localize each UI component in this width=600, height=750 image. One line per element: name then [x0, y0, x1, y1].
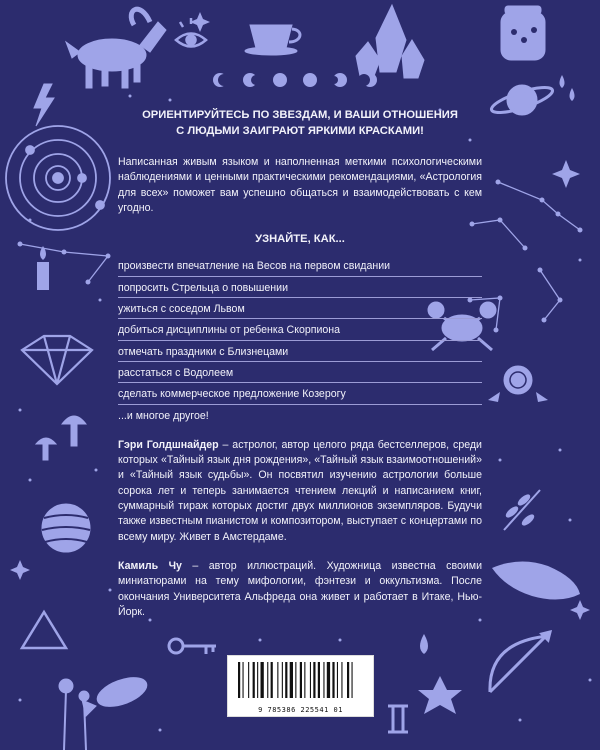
barcode-bar: [290, 662, 293, 698]
barcode-bar: [318, 662, 320, 698]
barcode-bar: [323, 662, 324, 698]
barcode-suffix: 01: [333, 706, 343, 714]
barcode-bar: [295, 662, 296, 698]
barcode-bar: [248, 662, 249, 698]
jar-icon: [501, 6, 545, 60]
barcode-bar: [271, 662, 273, 698]
star-burst-icon: [418, 676, 462, 714]
barcode-bar: [352, 662, 353, 698]
key-icon: [169, 639, 216, 654]
barcode-bar: [267, 662, 268, 698]
barcode-bar: [310, 662, 311, 698]
barcode-bar: [337, 662, 338, 698]
list-item: попросить Стрельца о повышении: [118, 279, 482, 298]
list-item: отмечать праздники с Близнецами: [118, 343, 482, 362]
rose-icon: [488, 366, 548, 402]
barcode-bar: [238, 662, 240, 698]
lightning-icon: [34, 84, 54, 126]
barcode-bar: [332, 662, 334, 698]
drops-icon: [560, 75, 575, 101]
barcode-bar: [253, 662, 255, 698]
barcode-bars: [228, 656, 373, 704]
headline-line-2: С ЛЮДЬМИ ЗАИГРАЮТ ЯРКИМИ КРАСКАМИ!: [176, 125, 424, 137]
gemini-icon: [388, 706, 408, 732]
barcode-digits: [228, 706, 373, 714]
list-item: расстаться с Водолеем: [118, 364, 482, 383]
illustrator-name: Камиль Чу: [118, 559, 182, 572]
candle-icon: [37, 246, 49, 290]
author-bio-text: – астролог, автор целого ряда бестселлеров, среди которых «Тайный язык дня рождения», «Тайный язык взаимоотношений» и «Тайный язык судьбы». Он посвятил изучению астрологии больше сорока лет и теперь занимается чтением лекций и написанием книг, суммарный тираж которых достиг двух миллионов экземпляров. Будучи также известным пианистом и композитором, выступает с концертами по всему миру. Живет в Амстердаме.: [118, 438, 482, 543]
list-item: сделать коммерческое предложение Козерогу: [118, 385, 482, 404]
author-name: Гэри Голдшнайдер: [118, 438, 219, 451]
triangle-icon: [22, 612, 66, 648]
mushrooms-icon: [36, 416, 86, 460]
isbn-barcode: [227, 655, 374, 717]
goat-icon: [66, 9, 166, 88]
bullet-list: [118, 257, 482, 404]
diamond-icon: [22, 336, 92, 384]
ink-blob-icon: [492, 561, 580, 599]
list-item: ужиться с соседом Львом: [118, 300, 482, 319]
barcode-bar: [347, 662, 349, 698]
barcode-bar: [304, 662, 305, 698]
headline-line-1: ОРИЕНТИРУЙТЕСЬ ПО ЗВЕЗДАМ, И ВАШИ ОТНОШЕНИЯ: [142, 109, 458, 121]
solar-system-icon: [6, 126, 110, 230]
subheading: УЗНАЙТЕ, КАК...: [255, 233, 345, 246]
list-item: произвести впечатление на Весов на первом свидании: [118, 257, 482, 276]
saturn-icon: [489, 83, 555, 118]
more-note: ...и многое другое!: [118, 409, 209, 422]
barcode-bar: [300, 662, 302, 698]
crystals-icon: [356, 5, 424, 78]
planet-icon: [42, 504, 90, 552]
barcode-bar: [313, 662, 315, 698]
barcode-bar: [282, 662, 283, 698]
barcode-number: 9 785386 225541: [258, 706, 329, 714]
barcode-bar: [257, 662, 258, 698]
barcode-bar: [261, 662, 264, 698]
illustrator-bio-text: – автор иллюстраций. Художница известна своими миниатюрами на тему мифологии, фэнтези и оккультизма. После окончания Университета Альфреда она живет и работает в Итаке, Нью-Йорк.: [118, 559, 482, 618]
drop-icon: [420, 634, 428, 654]
headline: [118, 107, 482, 139]
teacup-icon: [245, 25, 300, 55]
barcode-bar: [327, 662, 330, 698]
bow-arrow-icon: [490, 632, 550, 692]
illustrator-bio: [118, 559, 482, 620]
barcode-bar: [243, 662, 244, 698]
barcode-bar: [341, 662, 342, 698]
cover-text: [118, 107, 482, 634]
list-item: добиться дисциплины от ребенка Скорпиона: [118, 321, 482, 340]
author-bio: [118, 438, 482, 545]
moon-phases-icon: [213, 73, 377, 87]
intro-paragraph: Написанная живым языком и наполненная меткими психологическими наблюдениями и ценными практическими рекомендациями, «Астрология для всех» поможет вам успешно общаться и взаимодействовать с кем угодно.: [118, 156, 482, 214]
flowers-icon: [59, 679, 89, 750]
fish-icon: [82, 672, 151, 716]
barcode-bar: [277, 662, 278, 698]
barcode-bar: [285, 662, 287, 698]
leaf-sprig-icon: [504, 490, 540, 530]
